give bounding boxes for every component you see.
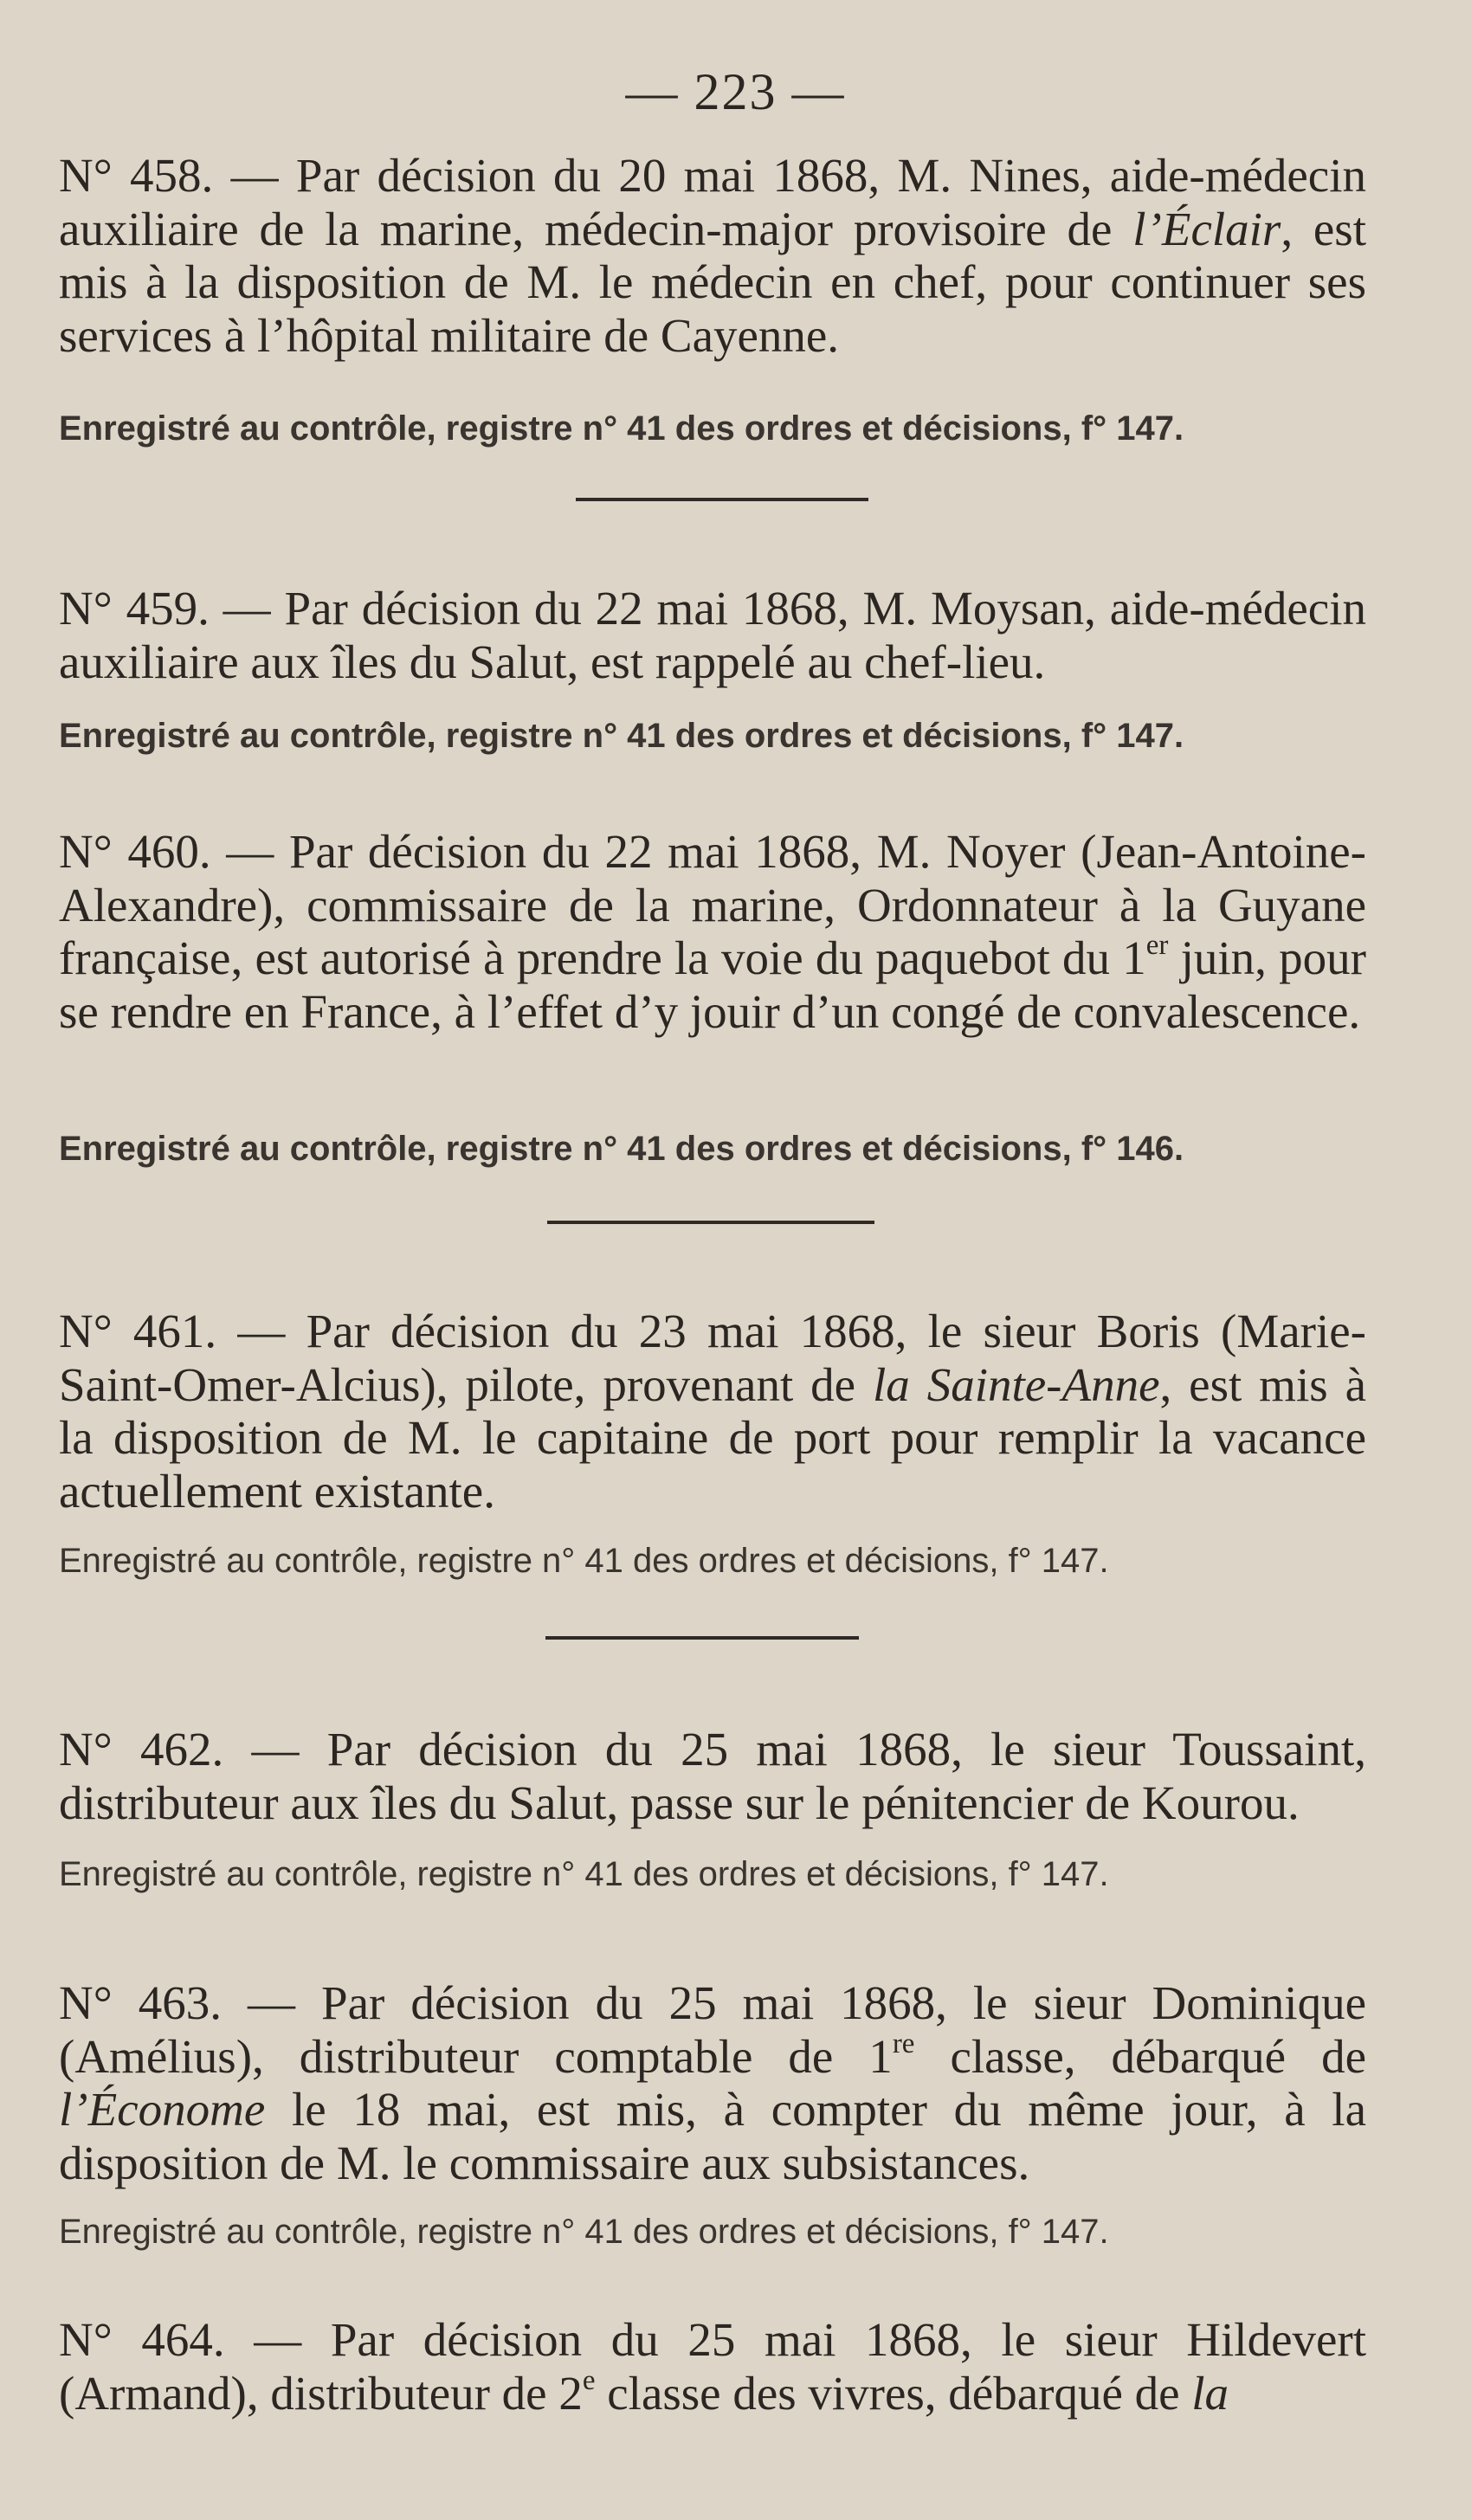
entry-460-text: N° 460. — Par décision du 22 mai 1868, M. Noyer (Jean-Antoine-Alexandre), commissaire de la marine, Ordonnateur à la Guyane française, est autorisé à prendre la voie du paquebot du 1er juin, pour se rendre en France, à l’effet d’y jouir d’un congé de convalescence. [59, 825, 1366, 1038]
entry-461-text: N° 461. — Par décision du 23 mai 1868, le sieur Boris (Marie-Saint-Omer-Alcius), pilote, provenant de la Sainte-Anne, est mis à la disposition de M. le capitaine de port pour remplir la vacance actuellement existante. [59, 1305, 1366, 1518]
entry-number: N° 458. [59, 149, 214, 202]
entry-number: N° 460. [59, 825, 211, 878]
entry-458-text: N° 458. — Par décision du 20 mai 1868, M. Nines, aide-médecin auxiliaire de la marine, médecin-major provisoire de l’Éclair, est mis à la disposition de M. le médecin en chef, pour continuer ses services à l’hôpital militaire de Cayenne. [59, 149, 1366, 362]
separator-rule [545, 1636, 859, 1640]
entry-459-text: N° 459. — Par décision du 22 mai 1868, M. Moysan, aide-médecin auxiliaire aux îles du Salut, est rappelé au chef-lieu. [59, 582, 1367, 688]
entry-460-registration: Enregistré au contrôle, registre n° 41 des ordres et décisions, f° 146. [59, 1130, 1184, 1168]
page-number: — 223 — [625, 63, 846, 120]
entry-number: N° 464. [59, 2313, 225, 2366]
entry-number: N° 462. [59, 1723, 224, 1776]
entry-463-registration: Enregistré au contrôle, registre n° 41 des ordres et décisions, f° 147. [59, 2213, 1109, 2251]
separator-rule [547, 1221, 874, 1224]
separator-rule [576, 498, 868, 501]
entry-459-registration: Enregistré au contrôle, registre n° 41 des ordres et décisions, f° 147. [59, 717, 1184, 755]
entry-number: N° 459. [59, 582, 210, 635]
entry-463-text: N° 463. — Par décision du 25 mai 1868, le sieur Dominique (Amélius), distributeur comptable de 1re classe, débarqué de l’Économe le 18 mai, est mis, à compter du même jour, à la disposition de M. le commissaire aux subsistances. [59, 1976, 1367, 2189]
entry-462-registration: Enregistré au contrôle, registre n° 41 des ordres et décisions, f° 147. [59, 1855, 1109, 1893]
entry-462-text: N° 462. — Par décision du 25 mai 1868, le sieur Toussaint, distributeur aux îles du Salut, passe sur le pénitencier de Kourou. [59, 1723, 1366, 1829]
entry-458-registration: Enregistré au contrôle, registre n° 41 des ordres et décisions, f° 147. [59, 409, 1184, 448]
entry-461-registration: Enregistré au contrôle, registre n° 41 des ordres et décisions, f° 147. [59, 1542, 1109, 1580]
entry-number: N° 463. [59, 1976, 222, 2029]
entry-464-text: N° 464. — Par décision du 25 mai 1868, le sieur Hildevert (Armand), distributeur de 2e classe des vivres, débarqué de la [59, 2313, 1366, 2420]
entry-number: N° 461. [59, 1305, 217, 1357]
